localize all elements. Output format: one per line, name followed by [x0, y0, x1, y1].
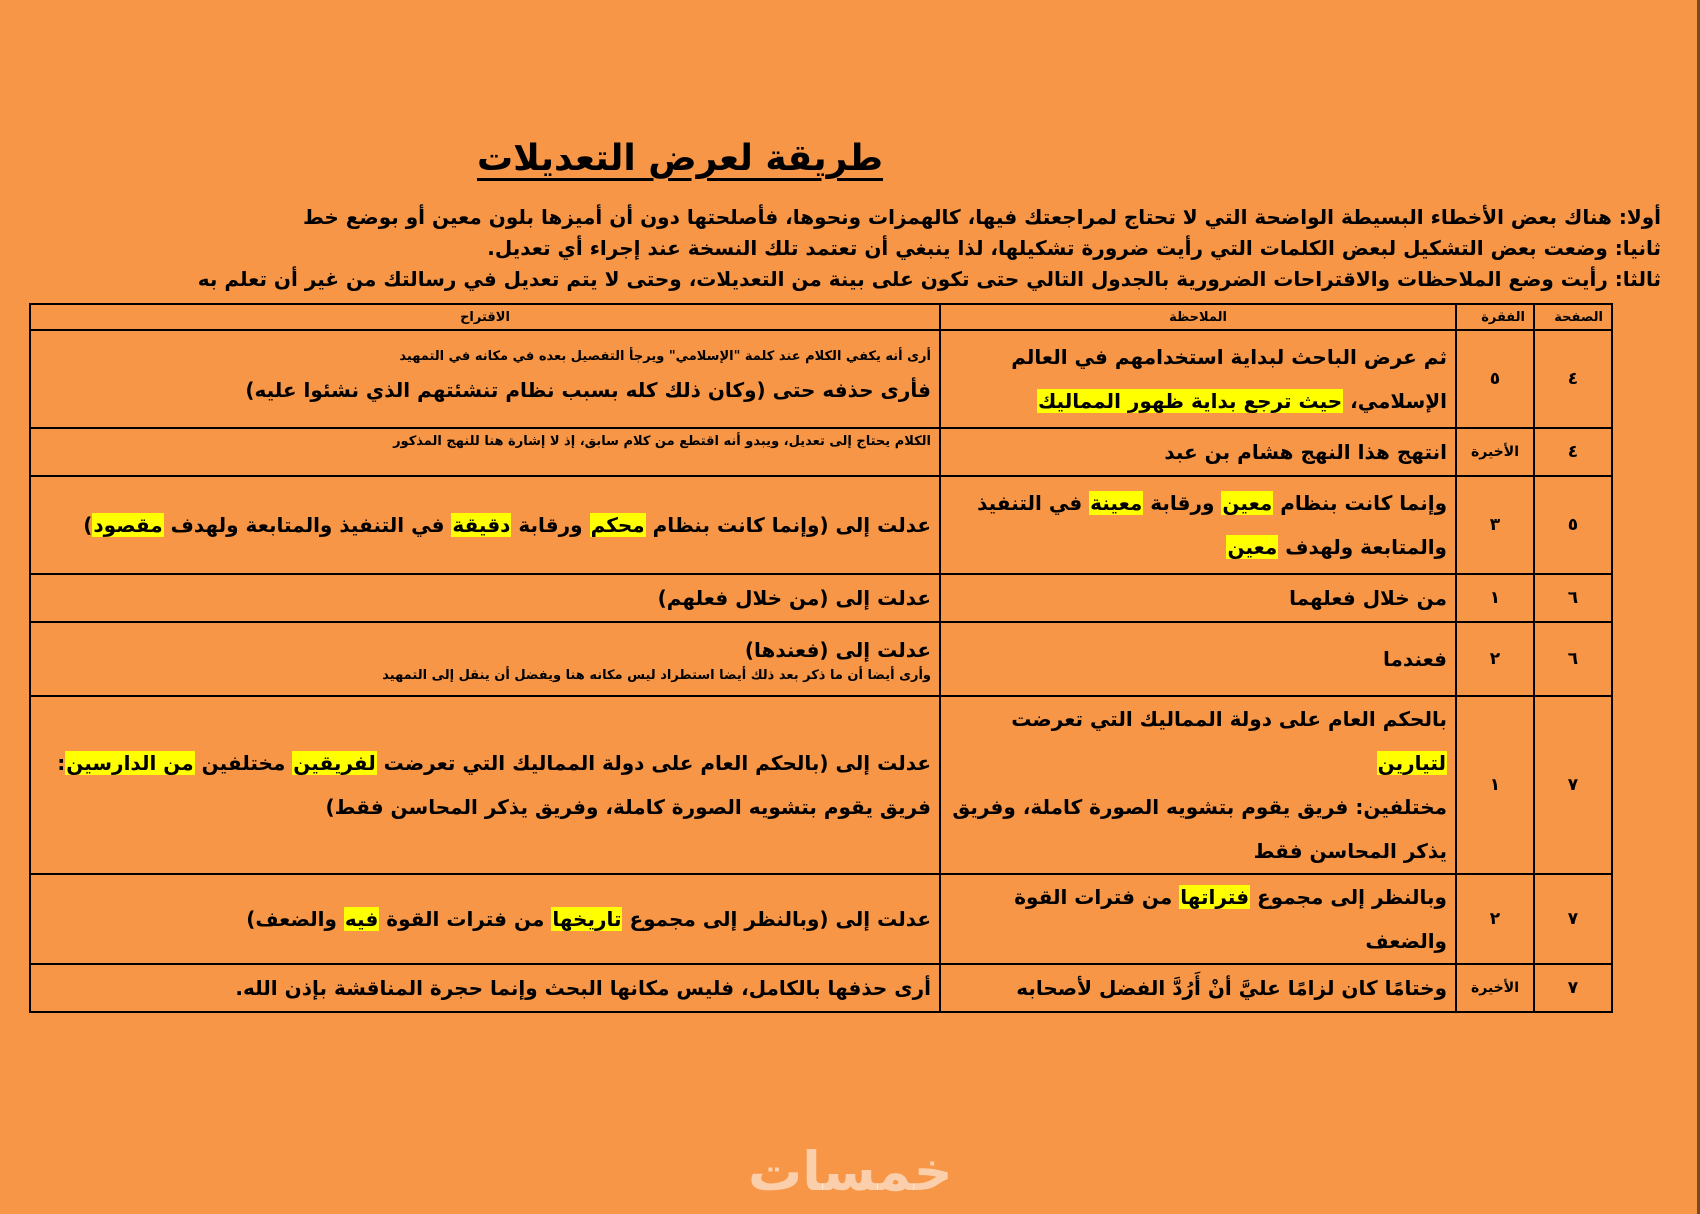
- note-line: [949, 481, 1447, 525]
- suggestion-segment: من فترات القوة: [379, 907, 552, 931]
- cell-suggestion: [30, 428, 940, 476]
- note-line: [949, 430, 1447, 474]
- intro-line-3: ثالثا: رأيت وضع الملاحظات والاقتراحات الضرورية بالجدول التالي حتى تكون على بينة من التعديلات، وحتى لا يتم تعديل في رسالتك من غير أن تعلم به: [197, 267, 1661, 291]
- cell-suggestion: [30, 476, 940, 574]
- cell-paragraph-number: ٣: [1456, 476, 1534, 574]
- suggestion-segment: مختلفين: [194, 751, 293, 775]
- cell-page-number: ٧: [1534, 874, 1612, 964]
- cell-note: [940, 964, 1456, 1012]
- note-line: [949, 525, 1447, 569]
- cell-suggestion: [30, 964, 940, 1012]
- highlighted-text: فتراتها: [1180, 885, 1250, 909]
- cell-suggestion: [30, 574, 940, 622]
- highlighted-text: لتيارين: [1377, 751, 1446, 775]
- note-line: [949, 379, 1447, 423]
- note-text: من فترات القوة والضعف: [1014, 885, 1447, 953]
- cell-paragraph-number: الأخيرة: [1456, 428, 1534, 476]
- table-row: [30, 330, 1612, 428]
- suggestion-segment: ورقابة: [511, 513, 590, 537]
- suggestion-segment: عدلت إلى (وبالنظر إلى مجموع: [622, 907, 931, 931]
- highlighted-text: مقصود: [93, 513, 163, 537]
- table-row: [30, 428, 1612, 476]
- header-page: الصفحة: [1534, 304, 1612, 330]
- note-text: يذكر المحاسن فقط: [1253, 839, 1447, 863]
- edits-table: [29, 303, 1613, 1013]
- cell-page-number: ٦: [1534, 622, 1612, 696]
- cell-page-number: ٤: [1534, 428, 1612, 476]
- cell-note: [940, 622, 1456, 696]
- suggestion-text: [39, 741, 931, 829]
- suggestion-segment: عدلت إلى (بالحكم العام على دولة المماليك التي تعرضت: [376, 751, 931, 775]
- note-line: [949, 697, 1447, 785]
- cell-page-number: ٧: [1534, 696, 1612, 874]
- suggestion-segment: في التنفيذ والمتابعة ولهدف: [163, 513, 452, 537]
- highlighted-text: من الدارسين: [66, 751, 194, 775]
- suggestion-comment: أرى أنه يكفي الكلام عند كلمة "الإسلامي" ويرجأ التفصيل بعده في مكانه في التمهيد: [399, 349, 931, 364]
- highlighted-text: محكم: [590, 513, 645, 537]
- intro-line-2: ثانيا: وضعت بعض التشكيل لبعض الكلمات التي رأيت ضرورة تشكيلها، لذا ينبغي أن تعتمد تلك النسخة عند إجراء أي تعديل.: [487, 236, 1661, 260]
- note-text: وإنما كانت بنظام: [1273, 491, 1447, 515]
- cell-note: [940, 330, 1456, 428]
- suggestion-text: [39, 503, 931, 547]
- note-line: [949, 966, 1447, 1010]
- note-text: فعندما: [1383, 647, 1447, 671]
- header-note: الملاحظة: [940, 304, 1456, 330]
- note-text: انتهج هذا النهج هشام بن عبد: [1164, 440, 1447, 464]
- cell-note: [940, 874, 1456, 964]
- header-suggestion: الاقتراح: [30, 304, 940, 330]
- cell-paragraph-number: ١: [1456, 574, 1534, 622]
- intro-line-1: أولا: هناك بعض الأخطاء البسيطة الواضحة التي لا تحتاج لمراجعتك فيها، كالهمزات ونحوها، فأصلحتها دون أن أميزها بلون معين أو بوضع خط: [302, 205, 1661, 229]
- note-text: بالحكم العام على دولة المماليك التي تعرضت: [1011, 707, 1447, 731]
- table-header-row: [30, 304, 1612, 330]
- note-line: [949, 335, 1447, 379]
- note-text: الإسلامي،: [1343, 389, 1447, 413]
- note-line: [949, 829, 1447, 873]
- table-row: [30, 574, 1612, 622]
- cell-page-number: ٦: [1534, 574, 1612, 622]
- suggestion-text: [39, 897, 931, 941]
- table-row: [30, 874, 1612, 964]
- cell-paragraph-number: ٢: [1456, 874, 1534, 964]
- suggestion-text: فأرى حذفه حتى (وكان ذلك كله بسبب نظام تنشئتهم الذي نشئوا عليه): [245, 378, 931, 402]
- table-row: [30, 964, 1612, 1012]
- cell-page-number: ٥: [1534, 476, 1612, 574]
- cell-paragraph-number: ١: [1456, 696, 1534, 874]
- cell-note: [940, 696, 1456, 874]
- highlighted-text: تاريخها: [552, 907, 622, 931]
- suggestion-text: عدلت إلى (من خلال فعلهم): [657, 586, 931, 610]
- highlighted-text: معين: [1222, 491, 1273, 515]
- note-text: في التنفيذ: [977, 491, 1090, 515]
- cell-suggestion: [30, 622, 940, 696]
- suggestion-comment: وأرى أيضا أن ما ذكر بعد ذلك أيضا استطراد ليس مكانه هنا ويفضل أن ينقل إلى التمهيد: [382, 668, 931, 683]
- suggestion-segment: : فريق يقوم بتشويه الصورة كاملة، وفريق يذكر المحاسن فقط): [57, 751, 931, 819]
- highlighted-text: حيث ترجع بداية ظهور المماليك: [1037, 389, 1343, 413]
- note-text: مختلفين: فريق يقوم بتشويه الصورة كاملة، وفريق: [952, 795, 1447, 819]
- note-text: والمتابعة ولهدف: [1278, 535, 1447, 559]
- intro-notes: [21, 202, 1661, 295]
- highlighted-text: معين: [1227, 535, 1278, 559]
- cell-page-number: ٤: [1534, 330, 1612, 428]
- suggestion-comment: الكلام يحتاج إلى تعديل، ويبدو أنه اقتطع من كلام سابق، إذ لا إشارة هنا للنهج المذكور: [393, 434, 931, 449]
- note-line: [949, 637, 1447, 681]
- note-text: ورقابة: [1143, 491, 1222, 515]
- header-paragraph: الفقرة: [1456, 304, 1534, 330]
- cell-note: [940, 428, 1456, 476]
- note-text: ثم عرض الباحث لبداية استخدامهم في العالم: [1011, 345, 1447, 369]
- suggestion-segment: عدلت إلى (وإنما كانت بنظام: [645, 513, 931, 537]
- suggestion-text: عدلت إلى (فعندها): [744, 638, 931, 662]
- highlighted-text: لفريقين: [293, 751, 376, 775]
- table-row: [30, 622, 1612, 696]
- note-line: [949, 576, 1447, 620]
- note-text: وبالنظر إلى مجموع: [1250, 885, 1447, 909]
- cell-note: [940, 574, 1456, 622]
- suggestion-segment: ): [83, 513, 93, 537]
- note-line: [949, 785, 1447, 829]
- cell-note: [940, 476, 1456, 574]
- table-row: [30, 696, 1612, 874]
- note-text: من خلال فعلهما: [1289, 586, 1447, 610]
- cell-paragraph-number: ٢: [1456, 622, 1534, 696]
- cell-paragraph-number: ٥: [1456, 330, 1534, 428]
- highlighted-text: دقيقة: [452, 513, 511, 537]
- suggestion-text: أرى حذفها بالكامل، فليس مكانها البحث وإنما حجرة المناقشة بإذن الله.: [235, 976, 931, 1000]
- note-line: [949, 875, 1447, 963]
- highlighted-text: معينة: [1090, 491, 1143, 515]
- cell-page-number: ٧: [1534, 964, 1612, 1012]
- highlighted-text: فيه: [344, 907, 379, 931]
- suggestion-segment: والضعف): [246, 907, 344, 931]
- page-title: طريقة لعرض التعديلات: [477, 138, 883, 179]
- cell-paragraph-number: الأخيرة: [1456, 964, 1534, 1012]
- note-text: وختامًا كان لزامًا عليَّ أنْ أَرُدَّ الفضل لأصحابه: [1016, 976, 1447, 1000]
- cell-suggestion: [30, 330, 940, 428]
- table-row: [30, 476, 1612, 574]
- cell-suggestion: [30, 696, 940, 874]
- table-body: [30, 330, 1612, 1012]
- cell-suggestion: [30, 874, 940, 964]
- watermark-logo: خمسات: [748, 1140, 953, 1203]
